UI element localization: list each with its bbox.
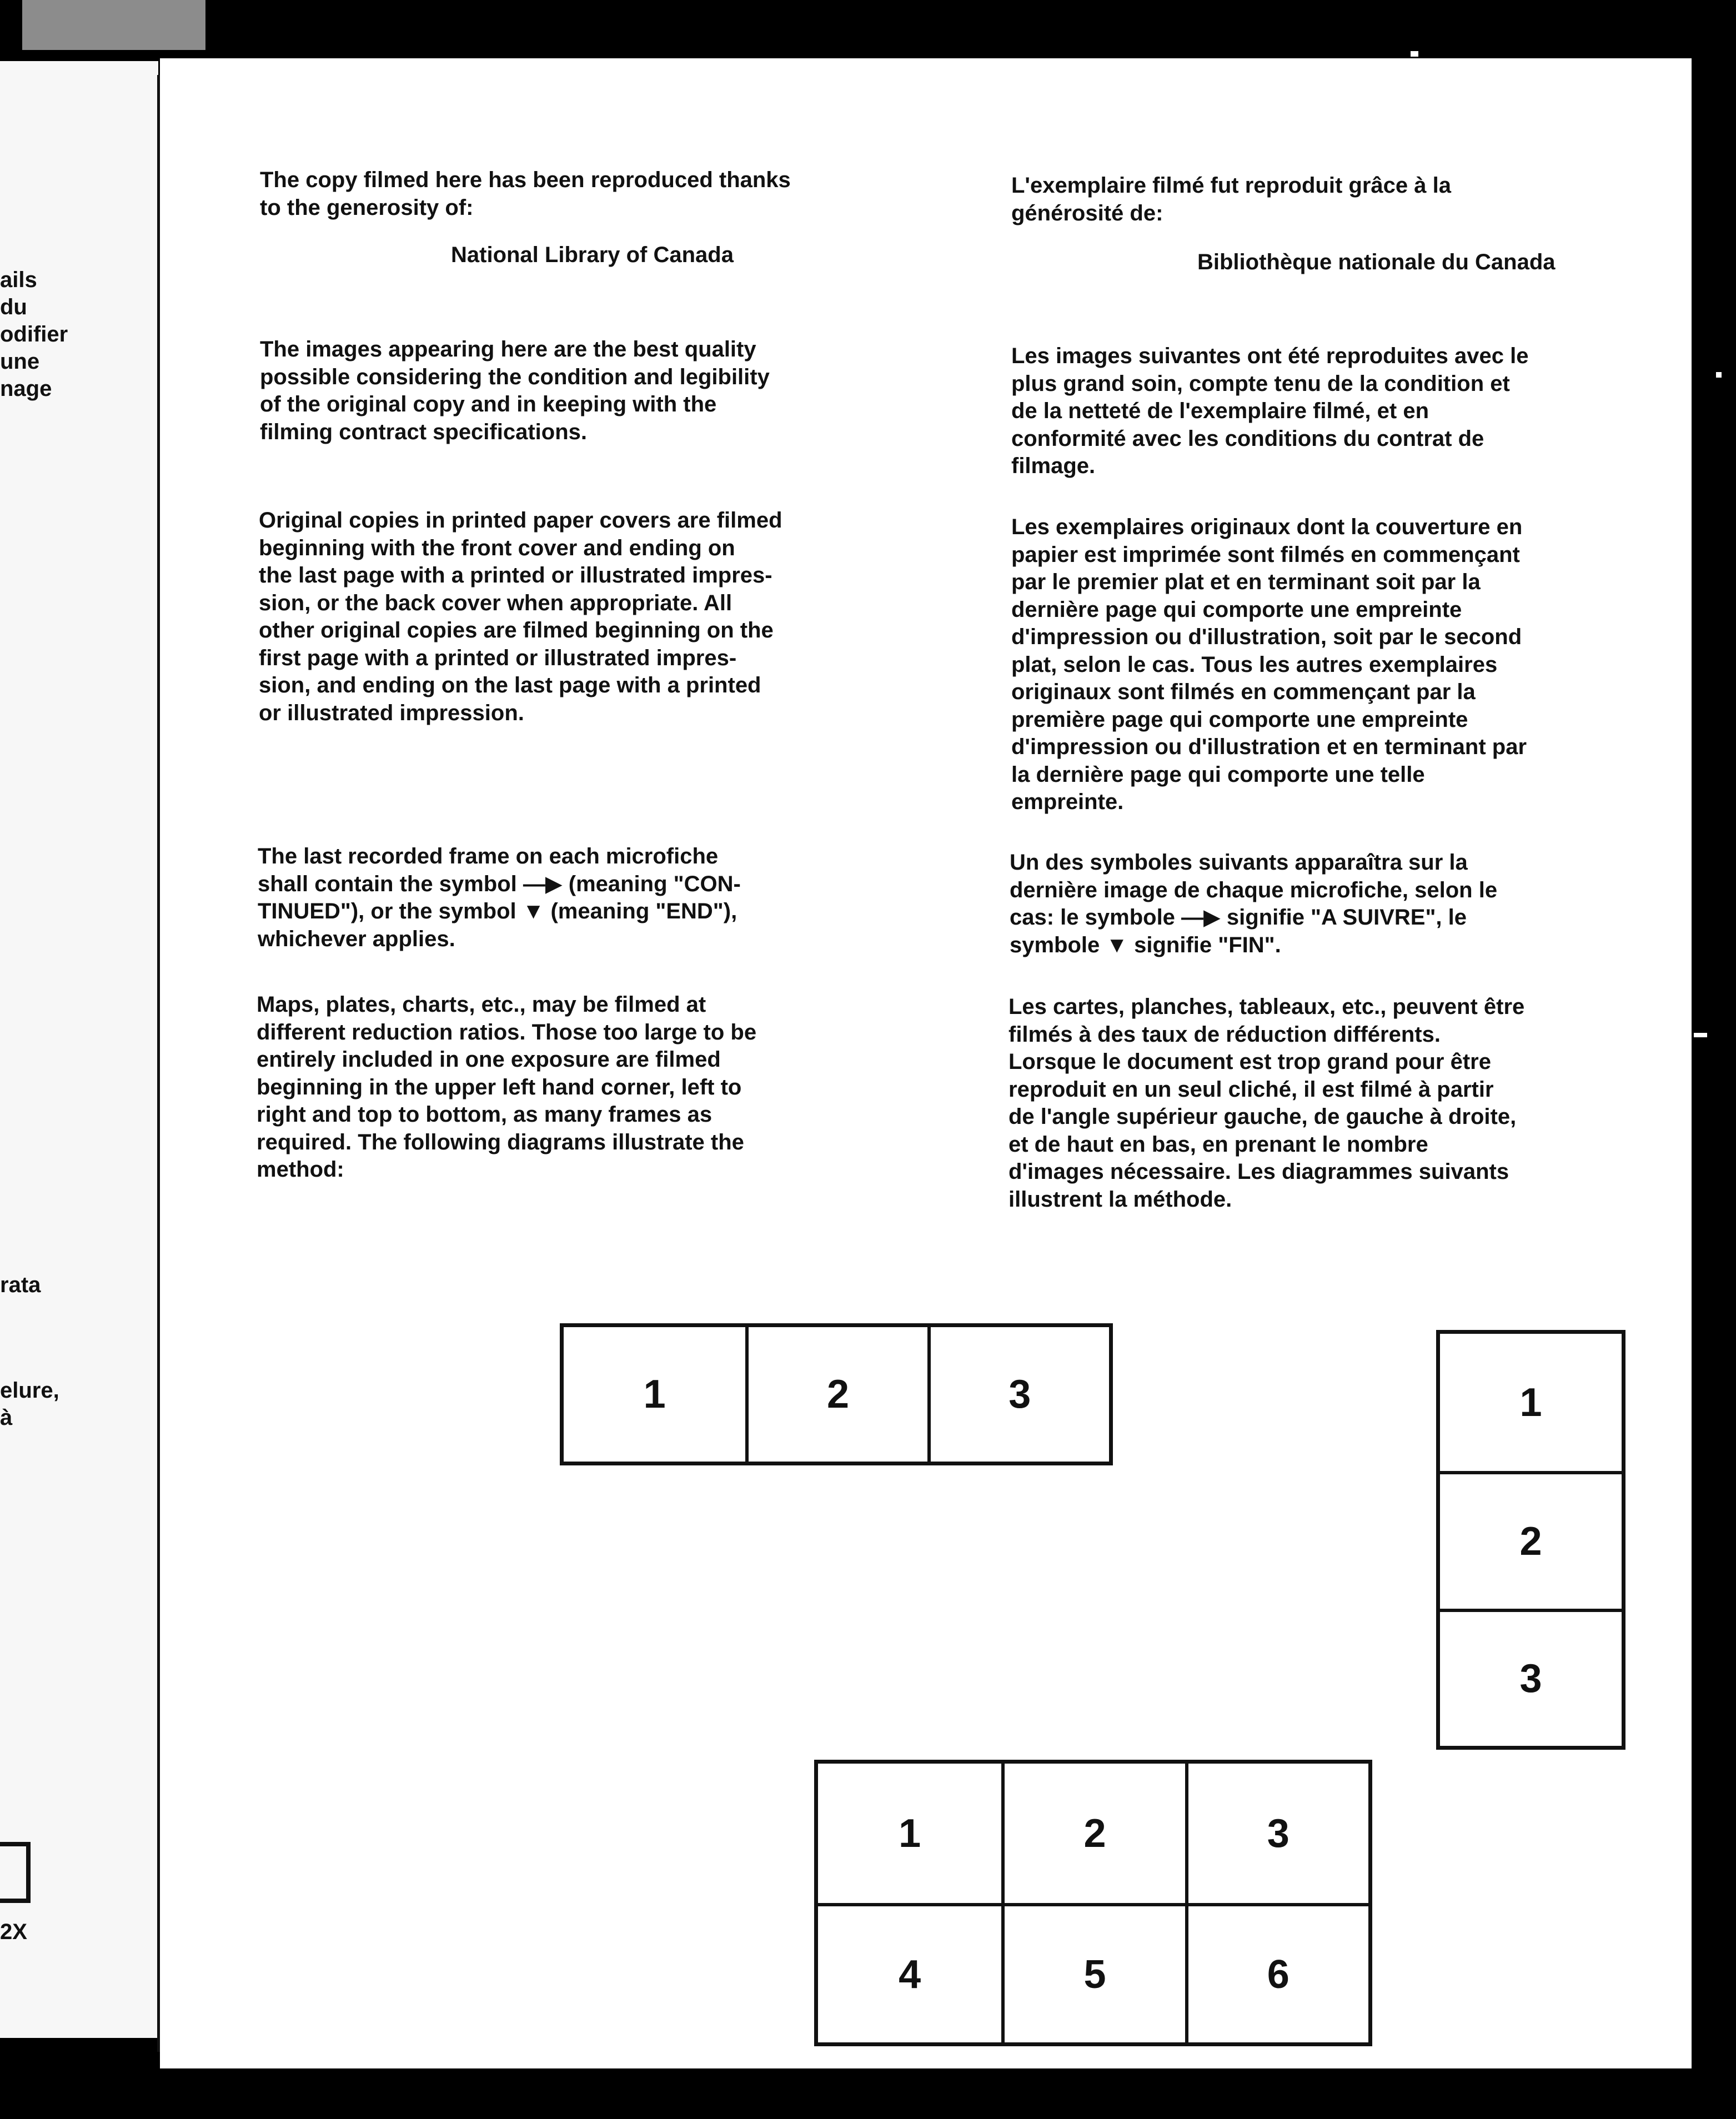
edge-fragment: du [0, 295, 27, 319]
english-library-name: National Library of Canada [451, 243, 734, 267]
frame-cell: 1 [643, 1372, 666, 1417]
english-originals-paragraph: Original copies in printed paper covers are filmed beginning with the front cover and ending on the last page with a printed or illustrated impres- sion, or the back cover when appropriate. All other original copies are filmed beginning on the first page with a printed or illustrated impres- sion, and ending on the last page with a printed or illustrated impression. [259, 508, 782, 725]
english-images-paragraph: The images appearing here are the best quality possible considering the condition and legibility of the original copy and in keeping with the filming contract specifications. [260, 337, 770, 444]
edge-fragment: nage [0, 376, 52, 401]
frame-cell: 1 [899, 1811, 921, 1856]
edge-fragment: odifier [0, 322, 68, 347]
frame-cell: 2 [745, 1327, 927, 1462]
edge-fragment: à [0, 1405, 13, 1430]
adjacent-page-edge [0, 61, 158, 2038]
french-symbols-paragraph: Un des symboles suivants apparaîtra sur la dernière image de chaque microfiche, selon le cas: le symbole —▶ signifie "A SUIVRE", le symbole ▼ signifie "FIN". [1010, 850, 1498, 957]
scan-noise [1411, 51, 1418, 57]
frame-cell: 2 [1440, 1471, 1622, 1608]
english-maps-paragraph: Maps, plates, charts, etc., may be filmed at different reduction ratios. Those too large to be entirely included in one exposure are filmed beginning in the upper left hand corner, left to right and top to bottom, as many frames as required. The following diagrams illustrate the method: [257, 992, 757, 1182]
frame-cell: 4 [818, 1903, 1001, 2042]
english-column [160, 58, 882, 2057]
french-intro: L'exemplaire filmé fut reproduit grâce à la générosité de: [1011, 173, 1451, 225]
french-column [882, 58, 1687, 2057]
edge-fragment: 2X [0, 1920, 27, 1944]
scan-noise [1694, 1033, 1707, 1037]
english-intro: The copy filmed here has been reproduced thanks to the generosity of: [260, 168, 791, 220]
frame-cell: 2 [1001, 1764, 1185, 1903]
scan-noise [22, 0, 205, 50]
english-symbols-paragraph: The last recorded frame on each microfiche shall contain the symbol —▶ (meaning "CON- TINUED"), or the symbol ▼ (meaning "END"), whichever applies. [258, 844, 741, 951]
frame-cell: 5 [1001, 1903, 1185, 2042]
frame-cell: 3 [1185, 1764, 1368, 1903]
frame-cell: 6 [1185, 1903, 1368, 2042]
frame-cell: 3 [927, 1327, 1109, 1462]
french-originals-paragraph: Les exemplaires originaux dont la couverture en papier est imprimée sont filmés en commençant par le premier plat et en terminant soit par la dernière page qui comporte une empreinte d'impression ou d'illustration, soit par le second plat, selon le cas. Tous les autres exemplaires originaux sont filmés en commençant par la première page qui comporte une empreinte d'impression ou d'illustration et en terminant par la dernière page qui comporte une telle empreinte. [1011, 515, 1527, 814]
frame-cell: 3 [1440, 1609, 1622, 1746]
edge-bracket-shape [0, 1842, 31, 1903]
french-library-name: Bibliothèque nationale du Canada [1197, 250, 1556, 274]
frame-cell: 1 [1519, 1380, 1542, 1425]
edge-fragment: une [0, 349, 40, 374]
edge-fragment: ails [0, 268, 37, 292]
diagram-grid-of-six [814, 1760, 1372, 2046]
edge-fragment: rata [0, 1273, 41, 1297]
edge-fragment: elure, [0, 1378, 59, 1403]
scan-noise [1716, 372, 1722, 378]
french-maps-paragraph: Les cartes, planches, tableaux, etc., peuvent être filmés à des taux de réduction différents. Lorsque le document est trop grand pour être reproduit en un seul cliché, il est filmé à partir de l'angle supérieur gauche, de gauche à droite, et de haut en bas, en prenant le nombre d'images nécessaire. Les diagrammes suivants illustrent la méthode. [1009, 995, 1525, 1212]
diagram-row-of-three [560, 1323, 1113, 1465]
microfiche-target-page [160, 58, 1692, 2068]
diagram-column-of-three [1436, 1330, 1625, 1750]
french-images-paragraph: Les images suivantes ont été reproduites avec le plus grand soin, compte tenu de la condition et de la netteté de l'exemplaire filmé, et en conformité avec les conditions du contrat de filmage. [1011, 344, 1529, 478]
